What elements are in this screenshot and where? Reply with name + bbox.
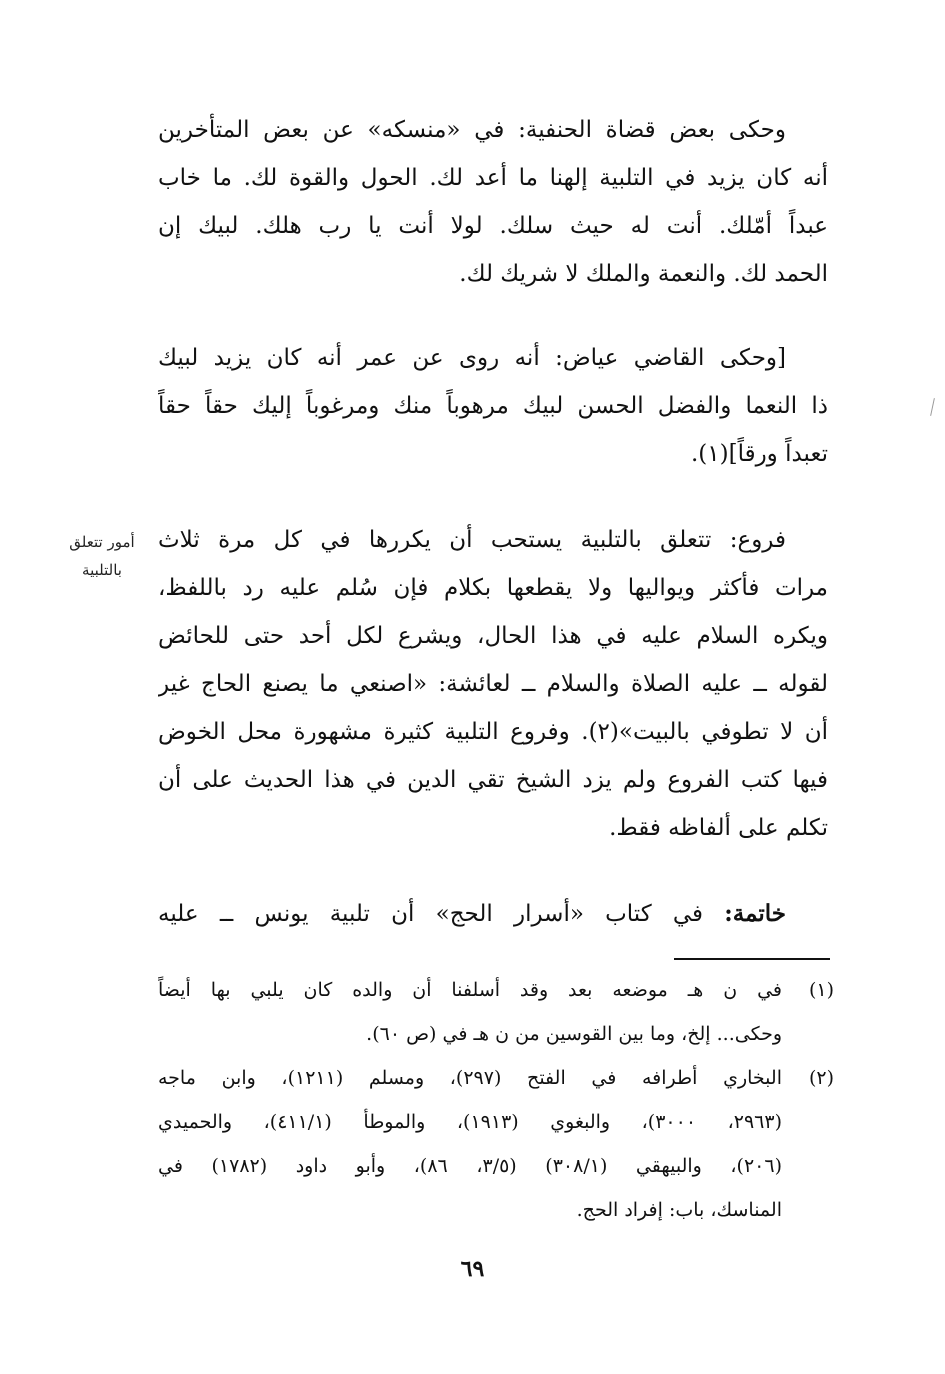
text-line: أن لا تطوفي بالبيت»(٢). وفروع التلبية كثيرة مشهورة محل الخوض — [158, 719, 828, 745]
conclusion-text: في كتاب «أسرار الحج» أن تلبية يونس ــ عليه — [158, 901, 704, 927]
footnote-line: في ن هـ موضعه بعد وقد أسلفنا أن والده كان يلبي بها أيضاً — [158, 979, 782, 1001]
text-line: وحكى بعض قضاة الحنفية: في «منسكه» عن بعض المتأخرين — [158, 117, 786, 143]
conclusion-heading: خاتمة: — [724, 900, 787, 927]
paragraph-3 — [158, 516, 828, 852]
text-line: [وحكى القاضي عياض: أنه روى عن عمر أنه كان يزيد لبيك — [158, 345, 786, 371]
footnote-line: وحكى... إلخ، وما بين القوسين من ن هـ في (ص ٦٠). — [366, 1023, 782, 1045]
text-line: فيها كتب الفروع ولم يزد الشيخ تقي الدين في هذا الحديث على أن — [158, 767, 828, 793]
text-line: ذا النعما والفضل الحسن لبيك مرهوباً منك ومرغوباً إليك حقاً حقاً — [158, 393, 828, 419]
text-line: الحمد لك. والنعمة والملك لا شريك لك. — [459, 261, 828, 287]
text-line: تكلم على ألفاظه فقط. — [609, 815, 828, 841]
footnotes — [158, 968, 834, 1232]
text-line — [158, 890, 828, 938]
text-line: أنه كان يزيد في التلبية إلهنا ما أعد لك. الحول والقوة لك. ما خاب — [158, 165, 828, 191]
footnote-1 — [158, 968, 834, 1056]
footnote-2 — [158, 1056, 834, 1232]
margin-note — [52, 528, 152, 584]
footnote-number: (١) — [808, 979, 834, 1001]
text-line: ويكره السلام عليه في هذا الحال، ويشرع لكل أحد حتى للحائض — [158, 623, 828, 649]
text-line: تعبداً ورقاً](١). — [690, 441, 828, 467]
text-line: مرات فأكثر ويواليها ولا يقطعها بكلام فإن سُلم عليه رد باللفظ، — [158, 575, 828, 601]
margin-note-line: أمور تتعلق — [69, 533, 135, 551]
paragraph-4 — [158, 890, 828, 938]
paragraph-2 — [158, 334, 828, 478]
footnote-line: (٢٠٦)، والبيهقي (٣٠٨/١) (٣/٥، ٨٦)، وأبو داود (١٧٨٢) في — [158, 1155, 782, 1177]
margin-note-line: بالتلبية — [82, 561, 122, 579]
footnote-line: (٢٩٦٣، ٣٠٠٠)، والبغوي (١٩١٣)، والموطأ (٤١١/١)، والحميدي — [158, 1111, 782, 1133]
scan-mark — [930, 398, 935, 416]
paragraph-1 — [158, 106, 828, 298]
footnote-line: البخاري أطرافه في الفتح (٢٩٧)، ومسلم (١٢١١)، وابن ماجه — [158, 1067, 782, 1089]
footnote-line: المناسك، باب: إفراد الحج. — [576, 1199, 782, 1221]
page-number: ٦٩ — [460, 1256, 485, 1282]
text-line: لقوله ــ عليه الصلاة والسلام ــ لعائشة: «اصنعي ما يصنع الحاج غير — [158, 671, 828, 697]
text-line: عبداً أمّلك. أنت له حيث سلك. لولا أنت يا رب هلك. لبيك إن — [158, 213, 828, 239]
footnote-number: (٢) — [808, 1067, 834, 1089]
text-line: فروع: تتعلق بالتلبية يستحب أن يكررها في كل مرة ثلاث — [158, 527, 786, 553]
footnote-separator — [674, 958, 830, 960]
